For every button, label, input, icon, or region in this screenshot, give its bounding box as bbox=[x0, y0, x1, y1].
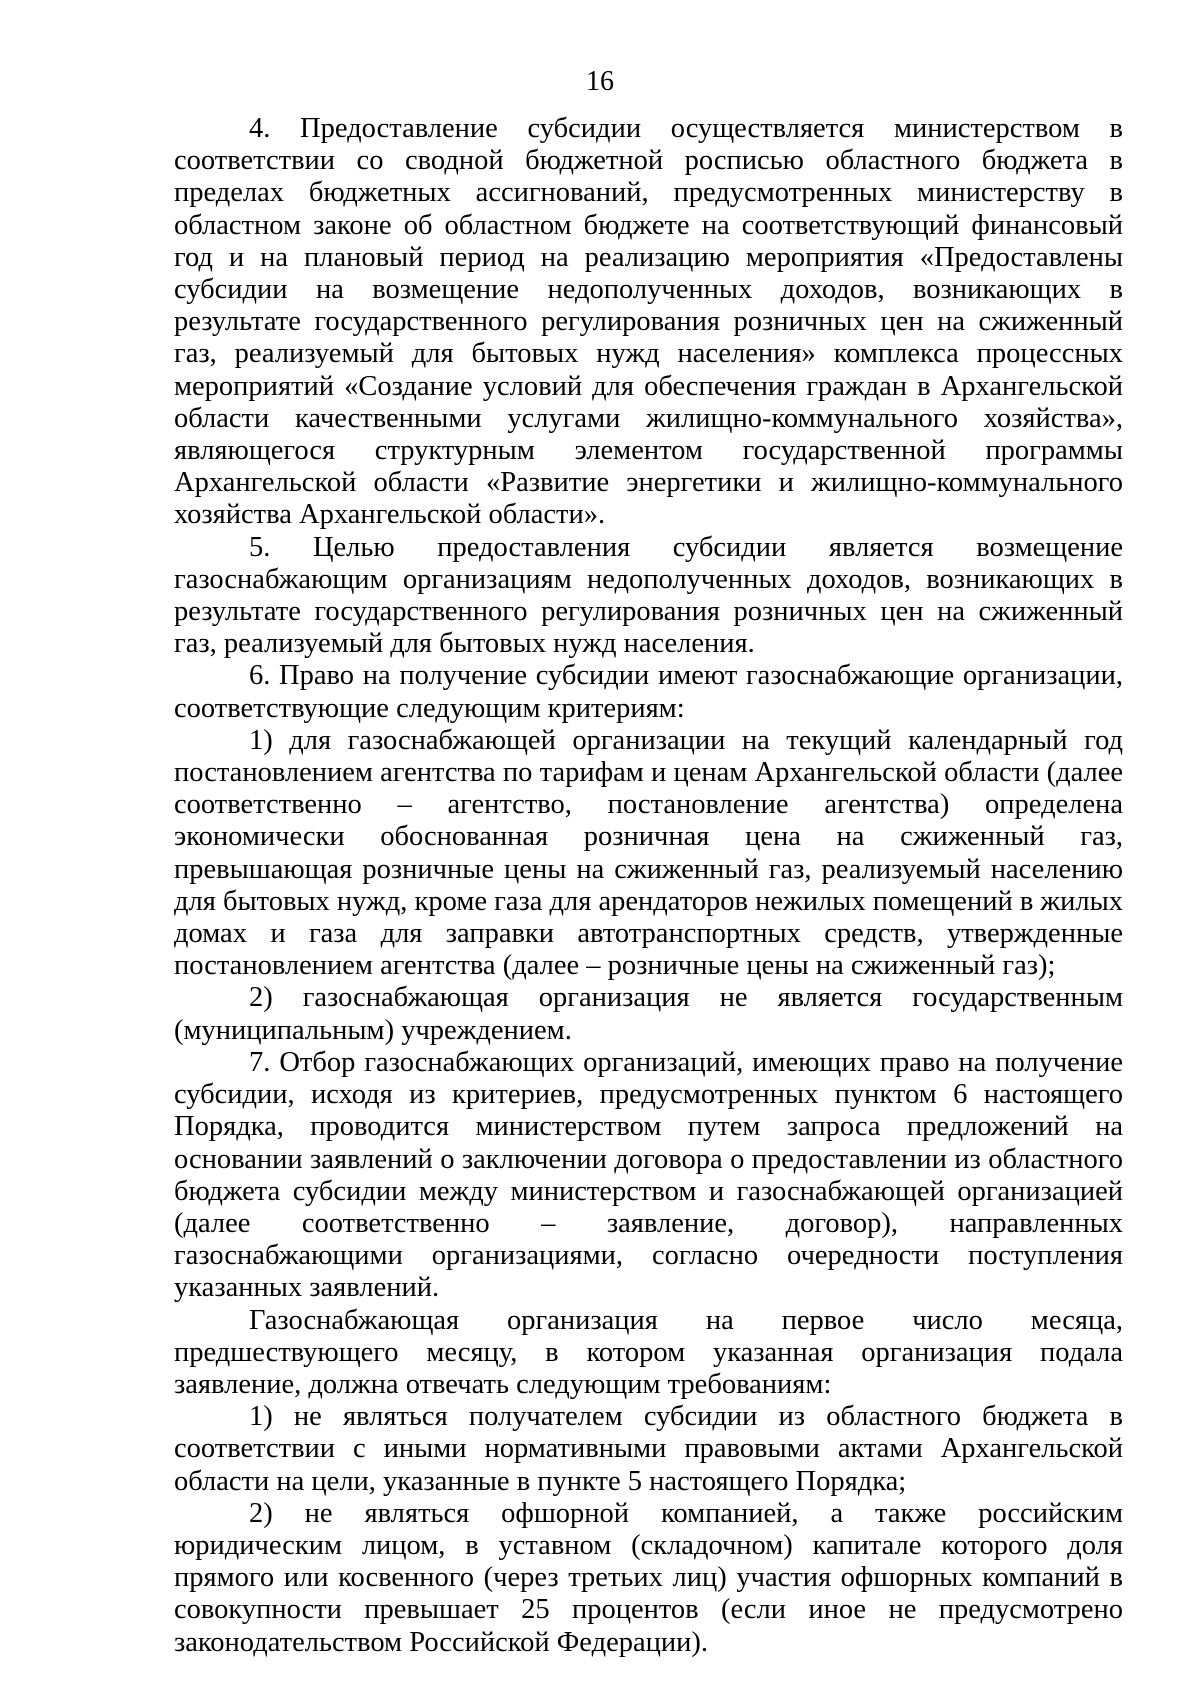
document-body bbox=[174, 113, 1123, 1659]
paragraph-subitem-6-2: 2) газоснабжающая организация не является государственным (муниципальным) учреждением. bbox=[174, 982, 1123, 1046]
page-number: 16 bbox=[586, 66, 614, 97]
paragraph-requirements-intro: Газоснабжающая организация на первое число месяца, предшествующего месяцу, в котором указанная организация подала заявление, должна отвечать следующим требованиям: bbox=[174, 1304, 1123, 1400]
paragraph-requirement-1: 1) не являться получателем субсидии из областного бюджета в соответствии с иными нормативными правовыми актами Архангельской области на цели, указанные в пункте 5 настоящего Порядка; bbox=[174, 1401, 1123, 1497]
paragraph-subitem-6-1: 1) для газоснабжающей организации на текущий календарный год постановлением агентства по тарифам и ценам Архангельской области (далее соответственно – агентство, постановление агентства) определена экономически обоснованная розничная цена на сжиженный газ, превышающая розничные цены на сжиженный газ, реализуемый населению для бытовых нужд, кроме газа для арендаторов нежилых помещений в жилых домах и газа для заправки автотранспортных средств, утвержденные постановлением агентства (далее – розничные цены на сжиженный газ); bbox=[174, 724, 1123, 982]
paragraph-item-5: 5. Целью предоставления субсидии является возмещение газоснабжающим организациям недополученных доходов, возникающих в результате государственного регулирования розничных цен на сжиженный газ, реализуемый для бытовых нужд населения. bbox=[174, 531, 1123, 660]
paragraph-item-7: 7. Отбор газоснабжающих организаций, имеющих право на получение субсидии, исходя из критериев, предусмотренных пунктом 6 настоящего Порядка, проводится министерством путем запроса предложений на основании заявлений о заключении договора о предоставлении из областного бюджета субсидии между министерством и газоснабжающей организацией (далее соответственно – заявление, договор), направленных газоснабжающими организациями, согласно очередности поступления указанных заявлений. bbox=[174, 1046, 1123, 1304]
paragraph-requirement-2: 2) не являться офшорной компанией, а также российским юридическим лицом, в уставном (складочном) капитале которого доля прямого или косвенного (через третьих лиц) участия офшорных компаний в совокупности превышает 25 процентов (если иное не предусмотрено законодательством Российской Федерации). bbox=[174, 1497, 1123, 1658]
paragraph-item-6: 6. Право на получение субсидии имеют газоснабжающие организации, соответствующие следующим критериям: bbox=[174, 660, 1123, 724]
paragraph-item-4: 4. Предоставление субсидии осуществляется министерством в соответствии со сводной бюджетной росписью областного бюджета в пределах бюджетных ассигнований, предусмотренных министерству в областном законе об областном бюджете на соответствующий финансовый год и на плановый период на реализацию мероприятия «Предоставлены субсидии на возмещение недополученных доходов, возникающих в результате государственного регулирования розничных цен на сжиженный газ, реализуемый для бытовых нужд населения» комплекса процессных мероприятий «Создание условий для обеспечения граждан в Архангельской области качественными услугами жилищно-коммунального хозяйства», являющегося структурным элементом государственной программы Архангельской области «Развитие энергетики и жилищно-коммунального хозяйства Архангельской области». bbox=[174, 113, 1123, 531]
